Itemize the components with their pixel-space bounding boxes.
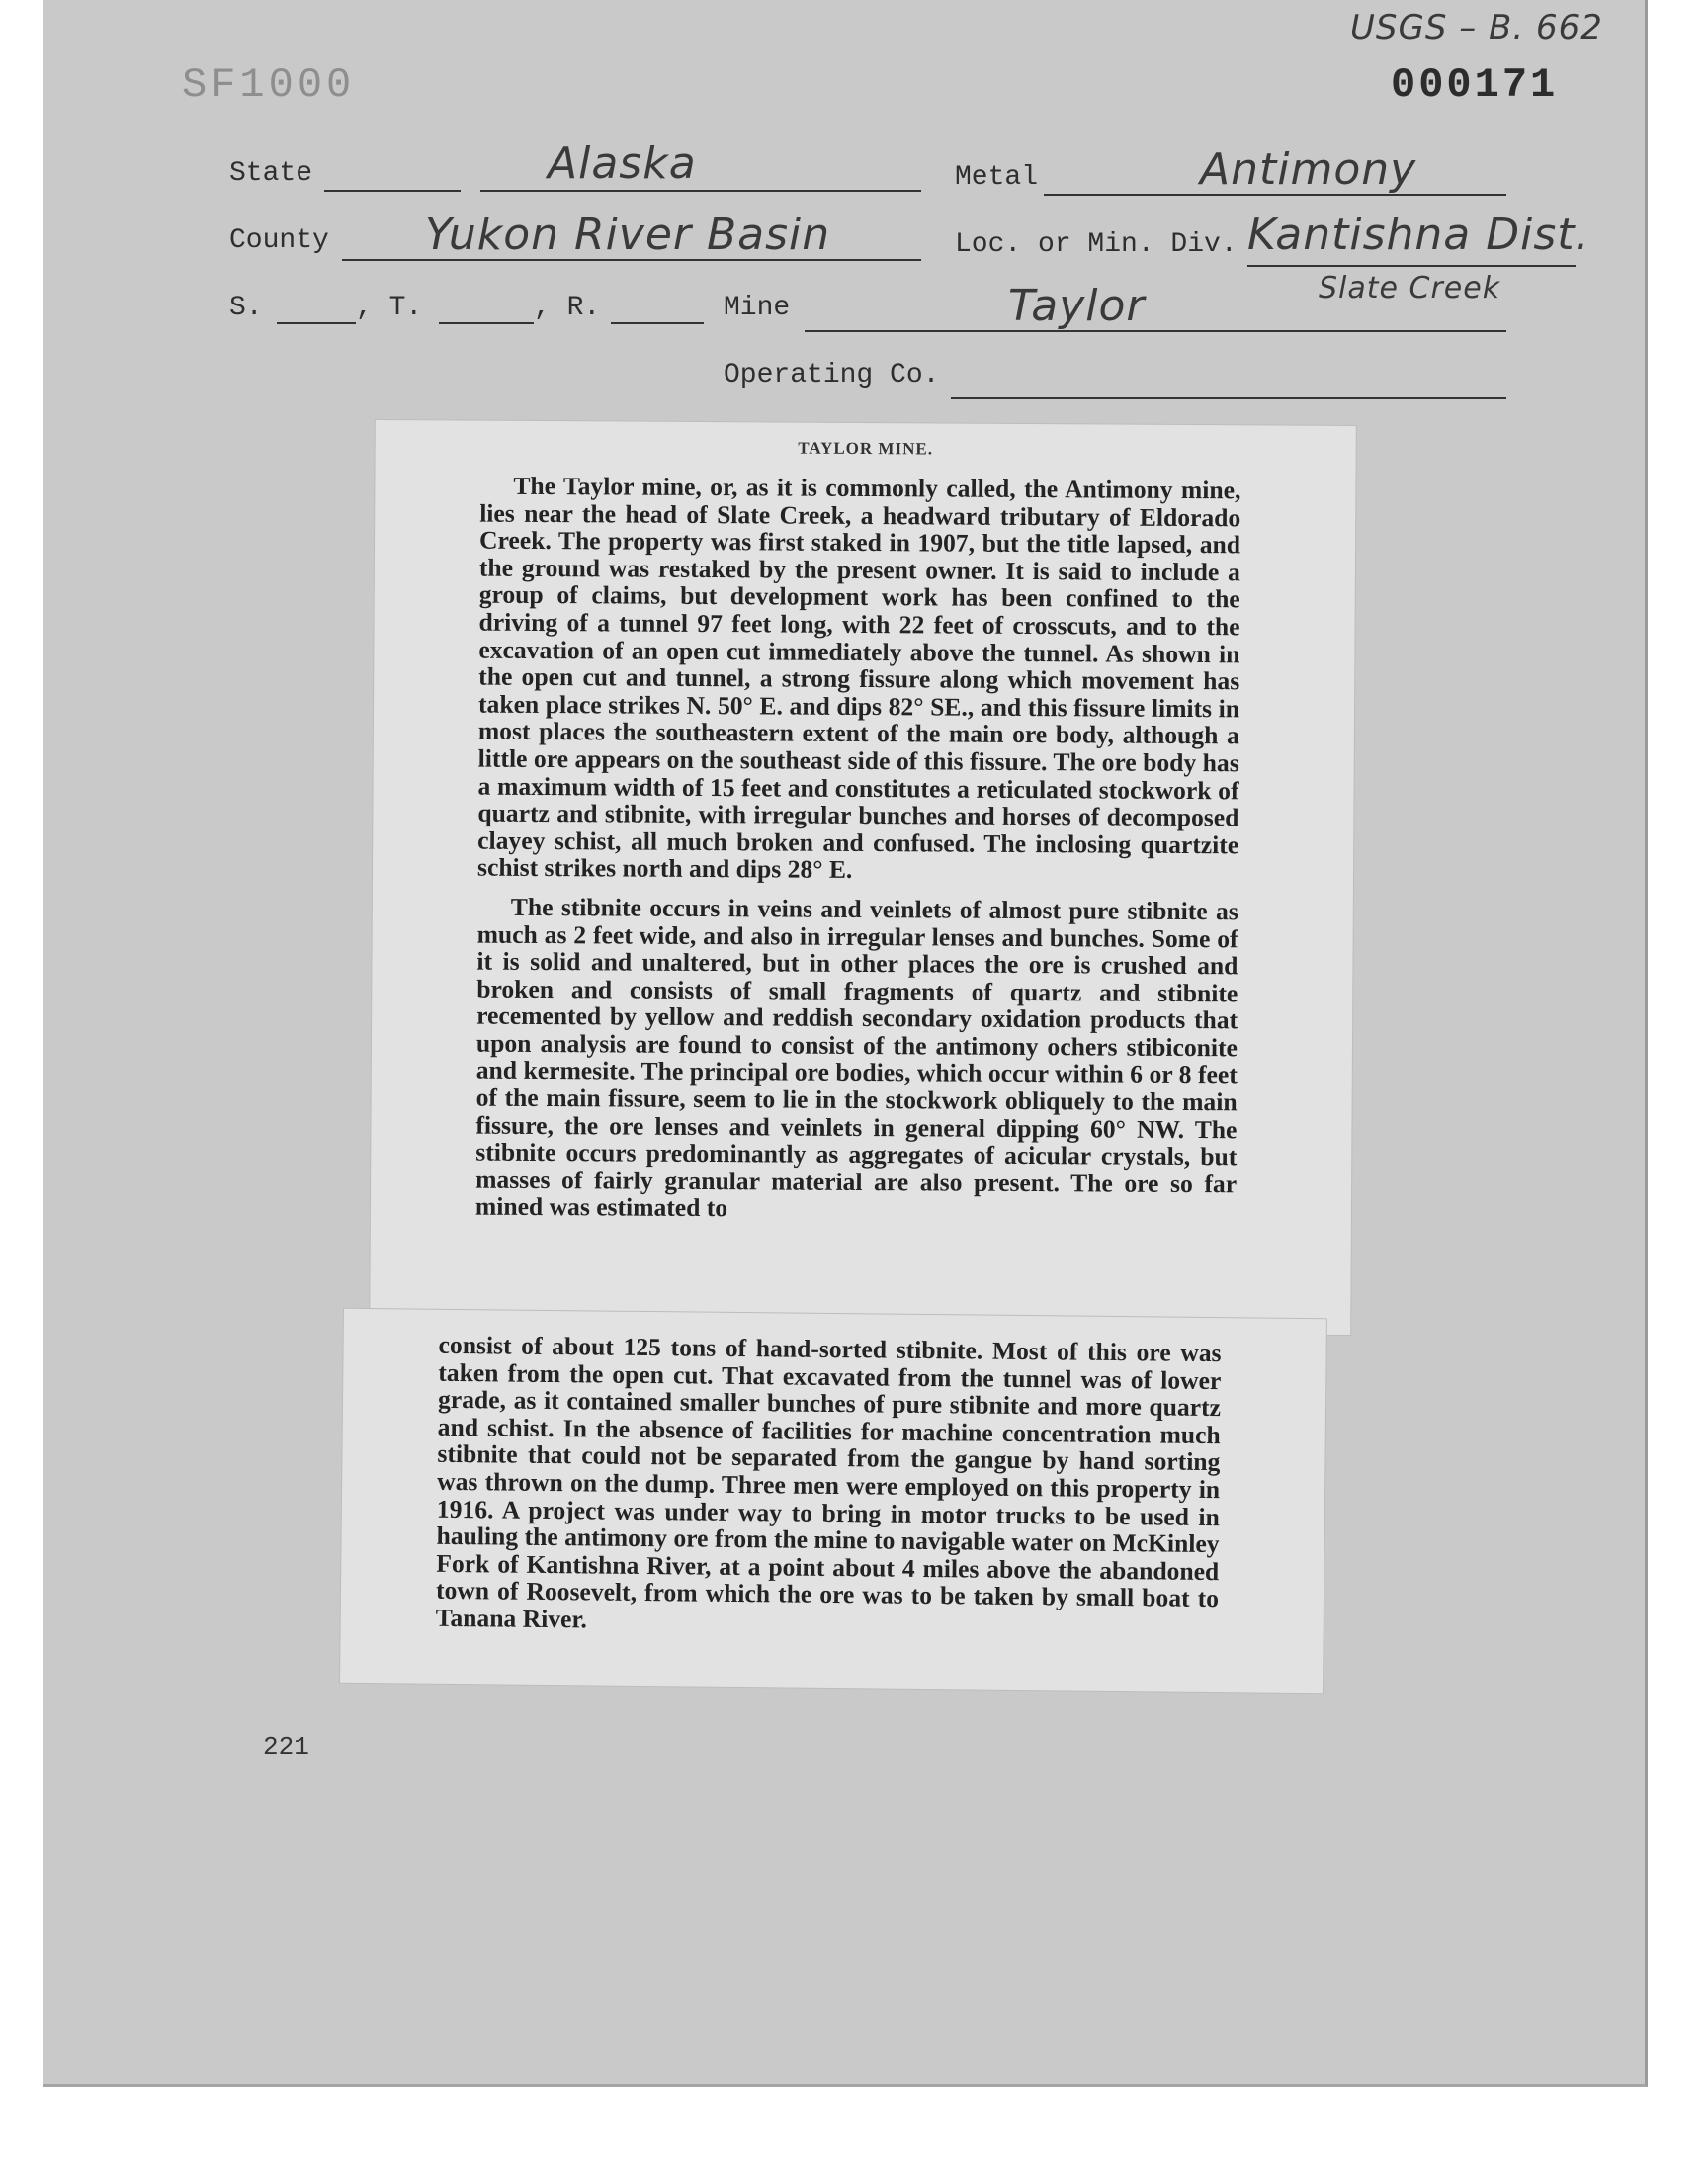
mine-underline <box>805 330 1506 332</box>
state-value: Alaska <box>548 138 697 189</box>
range-underline <box>611 322 704 324</box>
loc-note: Slate Creek <box>1319 271 1501 305</box>
mine-value: Taylor <box>1008 281 1146 331</box>
paragraph-2: The stibnite occurs in veins and veinlets of almost pure stibnite as much as 2 feet wide, and also in irregular lenses and bunches. Some of it is solid and unaltered, but in other places the ore is crushed and broken and consists of small fragments of quartz and stibnite recemented by yellow and reddish secondary oxidation products that upon analysis are found to consist of the antimony ochers stibiconite and kermesite. The principal ore bodies, which occur within 6 or 8 feet of the main fissure, seem to lie in the stockwork obliquely to the main fissure, the ore lenses and veinlets in general dipping 60° NW. The stibnite occurs predominantly as aggregates of acicular crystals, but masses of fairly granular material are also present. The ore so far mined was estimated to <box>474 892 1238 1223</box>
state-label: State <box>229 158 313 189</box>
serial-number-stamp: 000171 <box>1391 61 1559 109</box>
record-card <box>43 0 1648 2087</box>
section-underline <box>277 322 356 324</box>
county-value: Yukon River Basin <box>425 210 831 260</box>
page-number: 221 <box>263 1732 309 1762</box>
clipping-body-lower <box>436 1332 1222 1640</box>
mine-label: Mine <box>724 293 791 323</box>
text-clipping-upper <box>370 420 1356 1335</box>
paragraph-3: consist of about 125 tons of hand-sorted stibnite. Most of this ore was taken from the open cut. That excavated from the tunnel was of lower grade, as it contained smaller bunches of pure stibnite and more quartz and schist. In the absence of facilities for machine concentration much stibnite that could not be separated from the gangue by hand sorting was thrown on the dump. Three men were employed on this property in 1916. A project was under way to bring in motor trucks to be used in hauling the antimony ore from the mine to navigable water on McKinley Fork of Kantishna River, at a point about 4 miles above the abandoned town of Roosevelt, from which the ore was to be taken by small boat to Tanana River. <box>435 1330 1222 1634</box>
section-label: S. <box>229 293 263 323</box>
range-label: , R. <box>534 293 601 323</box>
file-code-stamp: SF1000 <box>182 61 356 109</box>
state-underline-a <box>324 190 461 192</box>
county-label: County <box>229 225 329 256</box>
clipping-body-upper <box>475 473 1241 1226</box>
township-underline <box>439 322 534 324</box>
operating-co-underline <box>951 397 1506 399</box>
clipping-title: TAYLOR MINE. <box>798 438 934 459</box>
operating-co-label: Operating Co. <box>724 360 940 391</box>
metal-label: Metal <box>955 162 1039 193</box>
state-underline-b <box>480 190 921 192</box>
usgs-reference-note: USGS – B. 662 <box>1350 8 1603 47</box>
text-clipping-lower <box>340 1309 1326 1693</box>
loc-value: Kantishna Dist. <box>1247 210 1590 260</box>
loc-label: Loc. or Min. Div. <box>955 229 1238 260</box>
loc-underline <box>1247 265 1576 267</box>
township-label: , T. <box>356 293 423 323</box>
paragraph-1: The Taylor mine, or, as it is commonly called, the Antimony mine, lies near the head of Slate Creek, a headward tributary of Eldorado Creek. The property was first staked in 1907, but the title lapsed, and the ground was restaked by the present owner. It is said to include a group of claims, but development work has been confined to the driving of a tunnel 97 feet long, with 22 feet of crosscuts, and to the excavation of an open cut immediately above the tunnel. As shown in the open cut and tunnel, a strong fissure along which movement has taken place strikes N. 50° E. and dips 82° SE., and this fissure limits in most places the southeastern extent of the main ore body, although a little ore appears on the southeast side of this fissure. The ore body has a maximum width of 15 feet and constitutes a reticulated stockwork of quartz and stibnite, with irregular bunches and horses of decomposed clayey schist, all much broken and confused. The inclosing quartzite schist strikes north and dips 28° E. <box>476 471 1241 885</box>
metal-value: Antimony <box>1200 144 1417 195</box>
